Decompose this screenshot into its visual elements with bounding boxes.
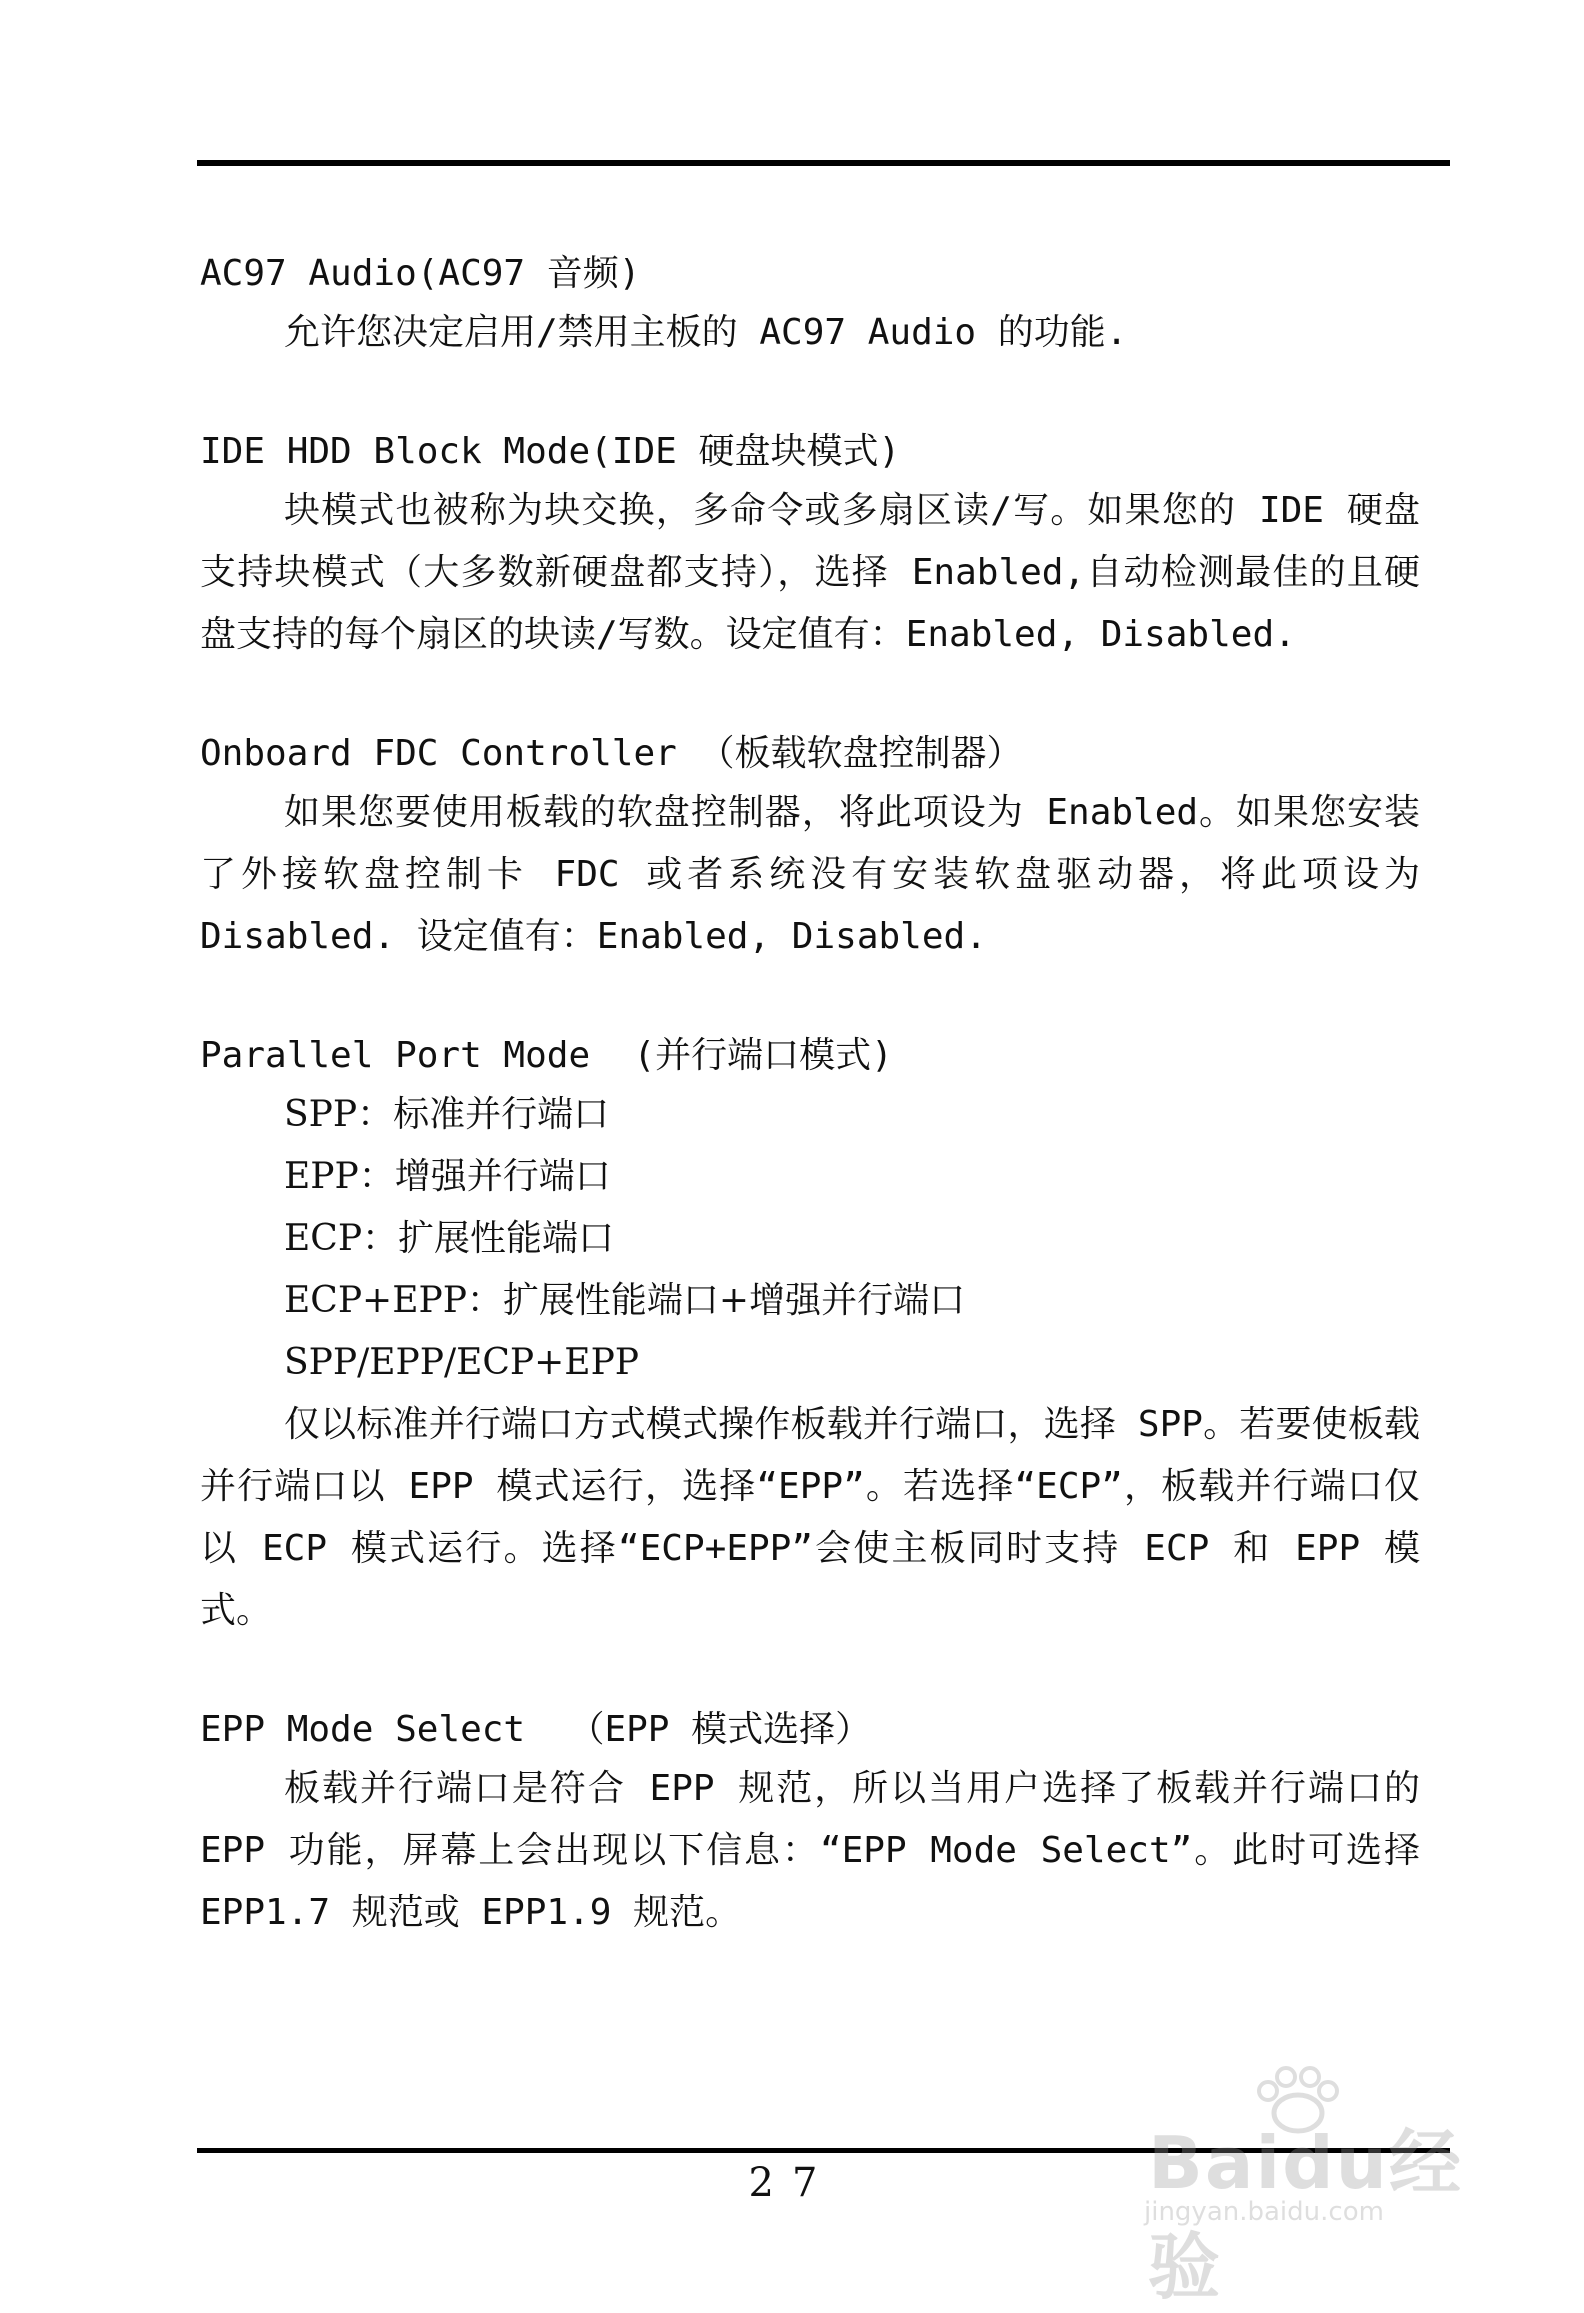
- section-parallel-port-mode: [200, 1028, 1420, 1642]
- section-heading: IDE HDD Block Mode(IDE 硬盘块模式): [200, 431, 901, 472]
- section-heading: Parallel Port Mode (并行端口模式): [200, 1035, 893, 1076]
- section-paragraph: 块模式也被称为块交换，多命令或多扇区读/写。如果您的 IDE 硬盘支持块模式（大多数新硬盘都支持），选择 Enabled,自动检测最佳的且硬盘支持的每个扇区的块读/写数。设定值有：Enabled, Disabled.: [200, 490, 1420, 655]
- watermark-brand: Baidu经验: [1148, 2121, 1463, 2309]
- list-item: ECP：扩展性能端口: [284, 1218, 615, 1259]
- section-ac97-audio: [200, 246, 1420, 364]
- page-number: 27: [748, 2160, 836, 2206]
- section-paragraph: 板载并行端口是符合 EPP 规范，所以当用户选择了板载并行端口的 EPP 功能，屏幕上会出现以下信息：“EPP Mode Select”。此时可选择 EPP1.7 规范或 EPP1.9 规范。: [200, 1768, 1420, 1933]
- section-ide-hdd-block-mode: [200, 424, 1420, 666]
- section-paragraph: 如果您要使用板载的软盘控制器，将此项设为 Enabled。如果您安装了外接软盘控制卡 FDC 或者系统没有安装软盘驱动器，将此项设为 Disabled. 设定值有：Enabled, Disabled.: [200, 792, 1420, 957]
- list-item: SPP：标准并行端口: [284, 1094, 610, 1135]
- section-paragraph: 仅以标准并行端口方式模式操作板载并行端口，选择 SPP。若要使板载并行端口以 EPP 模式运行，选择“EPP”。若选择“ECP”，板载并行端口仅以 ECP 模式运行。选择“ECP+EPP”会使主板同时支持 ECP 和 EPP 模式。: [200, 1404, 1420, 1631]
- header-rule: [197, 160, 1450, 166]
- section-paragraph: 允许您决定启用/禁用主板的 AC97 Audio 的功能.: [284, 312, 1128, 353]
- list-item: EPP：增强并行端口: [284, 1156, 611, 1197]
- section-onboard-fdc-controller: [200, 726, 1420, 968]
- list-item: SPP/EPP/ECP+EPP: [284, 1342, 640, 1383]
- section-heading: EPP Mode Select （EPP 模式选择）: [200, 1709, 872, 1750]
- baidu-watermark: [1128, 2065, 1508, 2309]
- section-epp-mode-select: [200, 1702, 1420, 1944]
- watermark-url: jingyan.baidu.com: [1144, 2197, 1384, 2227]
- section-heading: AC97 Audio(AC97 音频): [200, 253, 641, 294]
- section-heading: Onboard FDC Controller （板载软盘控制器）: [200, 733, 1023, 774]
- page-body: [200, 246, 1420, 2004]
- list-item: ECP+EPP：扩展性能端口+增强并行端口: [284, 1280, 966, 1321]
